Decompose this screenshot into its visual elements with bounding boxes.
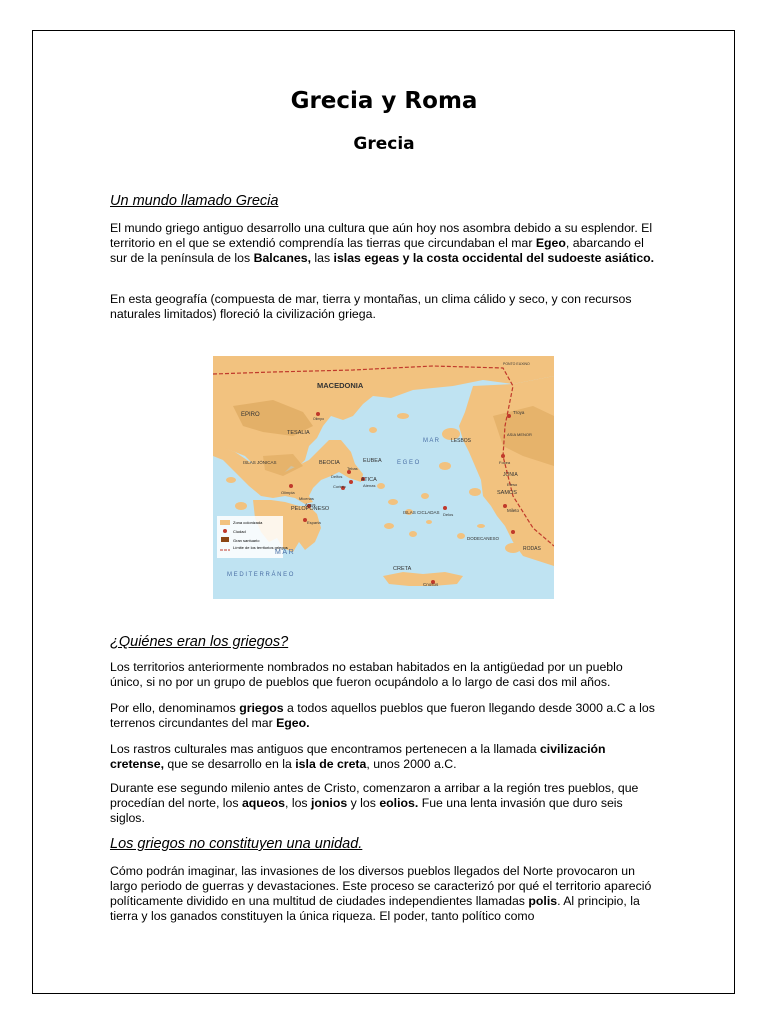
text-span: las	[310, 251, 334, 265]
legend-item: Límite de los territorios griegos	[233, 545, 288, 550]
label-egeo: E G E O	[397, 460, 420, 466]
label-creta: CRETA	[393, 566, 412, 572]
text-span: que se desarrollo en la	[164, 757, 296, 771]
paragraph-text: En esta geografía (compuesta de mar, tierra y montañas, un clima cálido y seco, y con recursos naturales limitados) floreció la civilización griega.	[110, 292, 632, 321]
bold-span: jonios	[310, 796, 348, 810]
label-peloponeso: PELOPONESO	[291, 506, 330, 512]
section-heading-unidad	[110, 836, 658, 853]
label-olimpia: Olimpia	[281, 490, 295, 495]
paragraph-unidad-1	[110, 864, 658, 924]
label-corinto: Corinto	[333, 484, 346, 489]
legend-item: Zona colonizada	[233, 520, 263, 525]
section-heading: ¿Quiénes eran los griegos?	[110, 634, 289, 650]
bold-span: Egeo.	[276, 716, 310, 730]
label-delfos: Delfos	[331, 474, 343, 479]
paragraph-quienes-2	[110, 701, 658, 731]
document-subtitle: Grecia	[353, 134, 415, 154]
text-span: Los rastros culturales mas antiguos que encontramos pertenecen a la llamada	[110, 742, 540, 756]
label-rodas: RODAS	[523, 546, 541, 552]
label-mediterraneo: M E D I T E R R Á N E O	[227, 572, 294, 578]
paragraph-mundo-1	[110, 221, 658, 266]
label-mar-bottom: M A R	[275, 549, 294, 556]
label-dodecaneso: DODECANESO	[467, 536, 500, 541]
label-atica: ATICA	[361, 477, 377, 483]
label-olimpo: Olimpo	[313, 417, 325, 421]
text-span: , los	[285, 796, 311, 810]
label-argos: Argos	[305, 502, 316, 507]
label-efeso: Efeso	[507, 482, 518, 487]
text-span: El mundo griego antiguo desarrollo una cultura que aún hoy nos asombra debido a su esplendor. El territorio en el que se extendió comprendía las tierras que circundaban el mar	[110, 221, 653, 250]
map-ancient-greece	[213, 356, 554, 599]
bold-span: islas egeas y la costa occidental del sudoeste asiático.	[333, 251, 655, 265]
label-samos: SAMOS	[497, 490, 517, 496]
paragraph-text: Los territorios anteriormente nombrados no estaban habitados en la antigüedad por un pueblo único, si no por un grupo de pueblos que fueron ocupándolo a lo largo de casi dos mil años.	[110, 660, 623, 689]
label-asia-menor: ASIA MENOR	[507, 432, 532, 437]
section-heading-mundo	[110, 193, 658, 210]
text-span: y los	[347, 796, 380, 810]
text-span: , abarcando el sur de la península de los	[110, 236, 644, 265]
label-cnosos: Cnosos	[423, 582, 439, 587]
label-epiro: EPIRO	[241, 412, 260, 418]
label-beocia: BEOCIA	[319, 460, 340, 466]
text-span: Fue una lenta invasión que duro seis siglos.	[110, 796, 623, 825]
bold-span: Egeo	[535, 236, 566, 250]
text-span: , unos 2000 a.C.	[366, 757, 457, 771]
text-span: . Al principio, la tierra y los ganados constituyen la única riqueza. El poder, tanto político como	[110, 894, 640, 923]
bold-span: eolios.	[379, 796, 419, 810]
paragraph-quienes-4	[110, 781, 658, 826]
label-islas-cicladas: ISLAS CICLADAS	[403, 510, 440, 515]
label-ponto-euxino: PONTO EUXINO	[503, 362, 530, 366]
label-mar-top: M A R	[423, 438, 440, 444]
legend-item: Gran santuario	[233, 538, 260, 543]
paragraph-quienes-1	[110, 660, 658, 690]
label-islas-jonicas: ISLAS JÓNICAS	[243, 460, 277, 465]
label-tesalia: TESALIA	[287, 430, 310, 436]
legend-item: Ciudad	[233, 529, 246, 534]
text-span: Cómo podrán imaginar, las invasiones de los diversos pueblos llegados del Norte provocaron un largo periodo de guerras y devastaciones. Este proceso se caracterizó por qué el territorio apareció políticamente dividido en una multitud de ciudades independientes llamadas	[110, 864, 652, 908]
label-lesbos: LESBOS	[451, 438, 472, 444]
bold-span: griegos	[239, 701, 284, 715]
paragraph-mundo-2	[110, 292, 658, 322]
label-atenas: Atenas	[363, 483, 376, 488]
bold-span: polis	[528, 894, 558, 908]
paragraph-quienes-3	[110, 742, 658, 772]
text-span: Durante ese segundo milenio antes de Cristo, comenzaron a arribar a la región tres pueblos, que procedían del norte, los	[110, 781, 639, 810]
label-esparta: Esparta	[307, 520, 321, 525]
text-span: a todos aquellos pueblos que fueron llegando desde 3000 a.C a los terrenos circundantes del mar	[110, 701, 655, 730]
bold-span: isla de creta	[295, 757, 367, 771]
section-heading-quienes	[110, 634, 658, 651]
bold-span: Balcanes,	[253, 251, 311, 265]
bold-span: aqueos	[241, 796, 285, 810]
label-mileto: Mileto	[507, 508, 520, 513]
section-heading: Los griegos no constituyen una unidad.	[110, 836, 363, 852]
section-heading: Un mundo llamado Grecia	[110, 193, 279, 209]
label-troya: Troya	[513, 410, 525, 415]
label-macedonia: MACEDONIA	[317, 381, 364, 390]
label-focea: Focea	[499, 460, 511, 465]
label-tebas: Tebas	[347, 466, 358, 471]
label-delos: Delos	[443, 512, 454, 517]
text-span: Por ello, denominamos	[110, 701, 240, 715]
label-jonia: JONIA	[503, 472, 518, 478]
document-title: Grecia y Roma	[290, 88, 478, 114]
label-eubea: EUBEA	[363, 458, 382, 464]
label-micenas: Micenas	[299, 496, 314, 501]
bold-span: civilización cretense,	[110, 742, 606, 771]
